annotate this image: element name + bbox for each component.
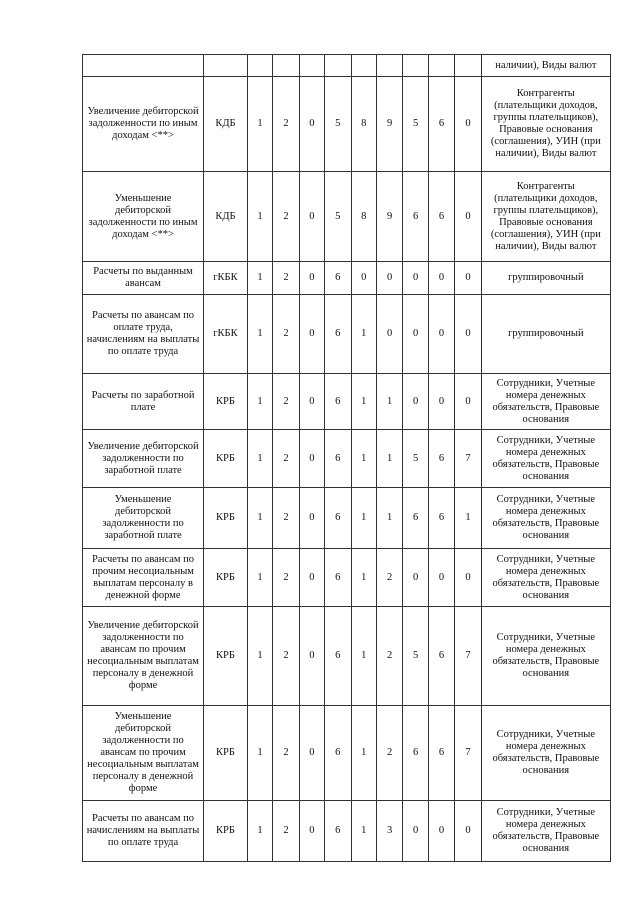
account-digit-cell: 2	[273, 488, 299, 549]
account-name-cell: Увеличение дебиторской задолженности по авансам по прочим несоциальным выплатам персоналу в денежной форме	[83, 607, 204, 706]
code-type-cell: КРБ	[204, 488, 248, 549]
table-row	[83, 55, 611, 77]
account-digit-cell: 5	[403, 77, 428, 172]
accounts-table	[82, 54, 611, 862]
account-digit-cell: 0	[299, 172, 324, 262]
table-row	[83, 801, 611, 862]
analytics-cell: группировочный	[481, 262, 610, 295]
account-digit-cell: 1	[351, 801, 376, 862]
table-row	[83, 706, 611, 801]
account-name-cell: Уменьшение дебиторской задолженности по заработной плате	[83, 488, 204, 549]
account-digit-cell: 0	[455, 549, 481, 607]
account-digit-cell: 0	[455, 172, 481, 262]
code-type-cell: КРБ	[204, 607, 248, 706]
account-digit-cell: 2	[273, 77, 299, 172]
account-digit-cell: 1	[247, 549, 272, 607]
account-digit-cell: 2	[273, 295, 299, 374]
account-name-cell: Расчеты по выданным авансам	[83, 262, 204, 295]
account-name-cell: Увеличение дебиторской задолженности по заработной плате	[83, 430, 204, 488]
account-digit-cell: 2	[273, 262, 299, 295]
account-digit-cell: 1	[247, 295, 272, 374]
account-digit-cell: 1	[247, 801, 272, 862]
account-digit-cell: 0	[455, 374, 481, 430]
code-type-cell: гКБК	[204, 295, 248, 374]
account-digit-cell: 9	[376, 172, 402, 262]
account-digit-cell: 0	[376, 262, 402, 295]
account-digit-cell: 1	[351, 295, 376, 374]
analytics-cell: Сотрудники, Учетные номера денежных обязательств, Правовые основания	[481, 801, 610, 862]
account-digit-cell: 5	[403, 430, 428, 488]
account-digit-cell: 6	[403, 488, 428, 549]
analytics-cell: Контрагенты (плательщики доходов, группы плательщиков), Правовые основания (соглашения), УИН (при наличии), Виды валют	[481, 77, 610, 172]
account-digit-cell: 6	[325, 374, 351, 430]
analytics-cell: Сотрудники, Учетные номера денежных обязательств, Правовые основания	[481, 549, 610, 607]
account-digit-cell: 0	[403, 549, 428, 607]
account-digit-cell: 1	[247, 77, 272, 172]
account-digit-cell: 1	[351, 488, 376, 549]
account-digit-cell	[428, 55, 454, 77]
account-digit-cell: 1	[247, 488, 272, 549]
accounts-table-body	[83, 55, 611, 862]
account-digit-cell	[273, 55, 299, 77]
account-digit-cell: 1	[351, 607, 376, 706]
account-digit-cell	[351, 55, 376, 77]
account-digit-cell	[325, 55, 351, 77]
account-digit-cell: 0	[403, 295, 428, 374]
account-digit-cell: 1	[376, 488, 402, 549]
account-digit-cell: 0	[299, 706, 324, 801]
account-digit-cell: 0	[428, 374, 454, 430]
account-digit-cell: 6	[428, 706, 454, 801]
account-digit-cell: 0	[299, 549, 324, 607]
account-digit-cell: 0	[299, 430, 324, 488]
account-digit-cell: 2	[273, 172, 299, 262]
account-digit-cell: 6	[325, 488, 351, 549]
account-digit-cell: 1	[351, 430, 376, 488]
account-digit-cell: 0	[428, 262, 454, 295]
table-row	[83, 430, 611, 488]
table-row	[83, 295, 611, 374]
table-row	[83, 607, 611, 706]
account-digit-cell: 0	[455, 262, 481, 295]
account-digit-cell: 2	[273, 801, 299, 862]
account-digit-cell: 7	[455, 706, 481, 801]
account-digit-cell: 6	[325, 549, 351, 607]
account-digit-cell: 2	[376, 706, 402, 801]
code-type-cell: КДБ	[204, 172, 248, 262]
account-digit-cell	[299, 55, 324, 77]
code-type-cell: КРБ	[204, 549, 248, 607]
account-digit-cell: 0	[299, 488, 324, 549]
account-name-cell: Увеличение дебиторской задолженности по иным доходам <**>	[83, 77, 204, 172]
account-digit-cell: 1	[351, 706, 376, 801]
account-digit-cell: 8	[351, 77, 376, 172]
table-row	[83, 549, 611, 607]
code-type-cell: КРБ	[204, 430, 248, 488]
account-digit-cell	[376, 55, 402, 77]
account-name-cell: Расчеты по авансам по прочим несоциальным выплатам персоналу в денежной форме	[83, 549, 204, 607]
account-digit-cell: 1	[247, 172, 272, 262]
account-digit-cell: 0	[403, 262, 428, 295]
analytics-cell: Сотрудники, Учетные номера денежных обязательств, Правовые основания	[481, 706, 610, 801]
account-digit-cell: 6	[428, 488, 454, 549]
table-row	[83, 77, 611, 172]
analytics-cell: Контрагенты (плательщики доходов, группы плательщиков), Правовые основания (соглашения), УИН (при наличии), Виды валют	[481, 172, 610, 262]
account-digit-cell: 0	[428, 549, 454, 607]
account-digit-cell: 1	[247, 607, 272, 706]
account-digit-cell: 1	[351, 549, 376, 607]
account-digit-cell: 2	[273, 607, 299, 706]
account-digit-cell: 0	[455, 77, 481, 172]
account-digit-cell: 6	[428, 77, 454, 172]
account-digit-cell: 0	[299, 262, 324, 295]
account-digit-cell: 1	[247, 706, 272, 801]
code-type-cell: гКБК	[204, 262, 248, 295]
account-digit-cell: 1	[455, 488, 481, 549]
account-name-cell: Уменьшение дебиторской задолженности по иным доходам <**>	[83, 172, 204, 262]
analytics-cell: Сотрудники, Учетные номера денежных обязательств, Правовые основания	[481, 430, 610, 488]
account-digit-cell: 0	[299, 374, 324, 430]
account-digit-cell: 6	[403, 706, 428, 801]
account-digit-cell: 0	[428, 801, 454, 862]
account-digit-cell: 7	[455, 607, 481, 706]
account-digit-cell: 2	[273, 706, 299, 801]
table-row	[83, 374, 611, 430]
account-digit-cell: 0	[455, 801, 481, 862]
account-digit-cell: 2	[273, 374, 299, 430]
account-name-cell: Уменьшение дебиторской задолженности по авансам по прочим несоциальным выплатам персоналу в денежной форме	[83, 706, 204, 801]
account-digit-cell: 0	[428, 295, 454, 374]
account-name-cell: Расчеты по авансам по оплате труда, начислениям на выплаты по оплате труда	[83, 295, 204, 374]
account-digit-cell: 0	[299, 295, 324, 374]
account-digit-cell: 0	[455, 295, 481, 374]
account-digit-cell: 1	[376, 430, 402, 488]
code-type-cell	[204, 55, 248, 77]
account-digit-cell: 0	[351, 262, 376, 295]
account-digit-cell: 5	[325, 172, 351, 262]
analytics-cell: наличии), Виды валют	[481, 55, 610, 77]
account-digit-cell: 9	[376, 77, 402, 172]
table-row	[83, 172, 611, 262]
code-type-cell: КДБ	[204, 77, 248, 172]
analytics-cell: Сотрудники, Учетные номера денежных обязательств, Правовые основания	[481, 607, 610, 706]
account-digit-cell: 6	[325, 706, 351, 801]
code-type-cell: КРБ	[204, 374, 248, 430]
account-digit-cell: 1	[247, 262, 272, 295]
account-digit-cell: 8	[351, 172, 376, 262]
account-name-cell	[83, 55, 204, 77]
account-digit-cell: 6	[325, 262, 351, 295]
account-digit-cell: 0	[299, 801, 324, 862]
account-digit-cell: 0	[299, 607, 324, 706]
account-digit-cell	[455, 55, 481, 77]
account-digit-cell: 6	[428, 172, 454, 262]
account-digit-cell: 0	[403, 374, 428, 430]
table-row	[83, 488, 611, 549]
account-digit-cell: 2	[273, 549, 299, 607]
analytics-cell: Сотрудники, Учетные номера денежных обязательств, Правовые основания	[481, 374, 610, 430]
account-name-cell: Расчеты по заработной плате	[83, 374, 204, 430]
account-digit-cell: 3	[376, 801, 402, 862]
account-digit-cell: 1	[247, 374, 272, 430]
account-digit-cell: 6	[403, 172, 428, 262]
account-digit-cell: 0	[376, 295, 402, 374]
account-digit-cell: 1	[376, 374, 402, 430]
analytics-cell: Сотрудники, Учетные номера денежных обязательств, Правовые основания	[481, 488, 610, 549]
account-digit-cell: 5	[325, 77, 351, 172]
account-digit-cell: 5	[403, 607, 428, 706]
account-digit-cell: 6	[325, 801, 351, 862]
account-digit-cell: 1	[247, 430, 272, 488]
account-digit-cell: 6	[325, 607, 351, 706]
account-digit-cell: 6	[428, 607, 454, 706]
account-digit-cell	[247, 55, 272, 77]
analytics-cell: группировочный	[481, 295, 610, 374]
account-digit-cell: 6	[428, 430, 454, 488]
table-row	[83, 262, 611, 295]
code-type-cell: КРБ	[204, 706, 248, 801]
account-digit-cell: 2	[376, 607, 402, 706]
account-digit-cell: 2	[273, 430, 299, 488]
code-type-cell: КРБ	[204, 801, 248, 862]
account-digit-cell: 1	[351, 374, 376, 430]
account-digit-cell: 2	[376, 549, 402, 607]
account-digit-cell: 7	[455, 430, 481, 488]
account-name-cell: Расчеты по авансам по начислениям на выплаты по оплате труда	[83, 801, 204, 862]
account-digit-cell: 0	[299, 77, 324, 172]
account-digit-cell: 0	[403, 801, 428, 862]
account-digit-cell	[403, 55, 428, 77]
account-digit-cell: 6	[325, 295, 351, 374]
account-digit-cell: 6	[325, 430, 351, 488]
